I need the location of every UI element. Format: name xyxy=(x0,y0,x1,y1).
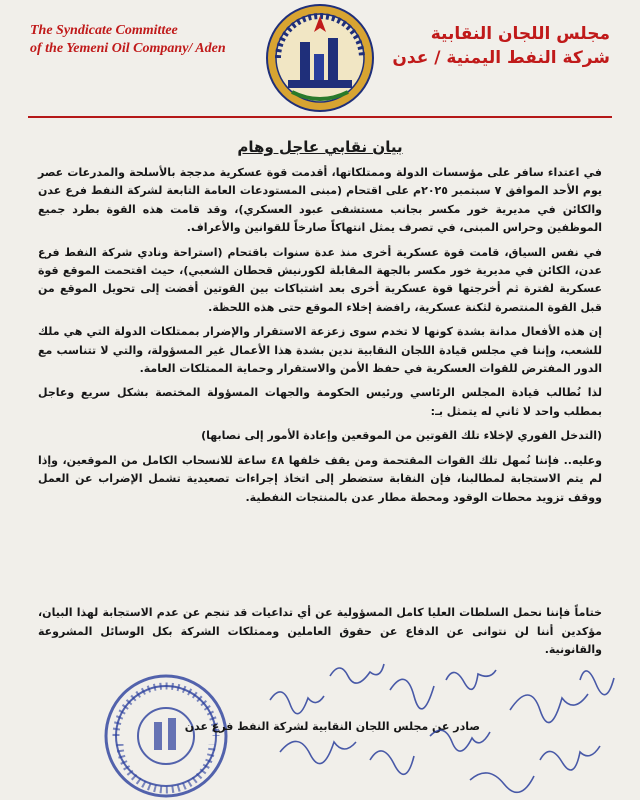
paragraph-3: إن هذه الأفعال مدانة بشدة كونها لا تخدم سوى زعزعة الاستقرار والإضرار بممتلكات الدولة التي هي ملك للشعب، وإننا في مجلس قيادة اللجان النقابية ندين بشدة هذا الأعمال غير المسؤولة، والتي لا تتناسب مع الدور المفترض للقوات العسكرية في حفظ الأمن والاستقرار وحماية الممتلكات العامة. xyxy=(38,325,602,376)
issuer-line: صادر عن مجلس اللجان النقابية لشركة النفط فرع عدن xyxy=(184,720,480,733)
statement-title: بيان نقابي عاجل وهام xyxy=(237,138,403,156)
english-name-line1: The Syndicate Committee xyxy=(30,23,178,38)
paragraph-2: في نفس السياق، قامت قوة عسكرية أخرى منذ عدة سنوات باقتحام (استراحة ونادي شركة النفط فرع عدن، الكائن في مديرية خور مكسر بالجهة المقابلة لكورنيش قحطان الشعبي)، حيث اقتحمت الموقع قوة عسكرية لفترة ثم أخرجتها قوة عسكرية أخرى بعد اشتباكات بين القوتين أفضت إلى تحويل الموقع من قبل القوة المنتصرة لثكنة عسكرية، رافضة إخلاء الموقع حتى هذه اللحظة. xyxy=(38,245,602,314)
paragraph-ultimatum: وعليه.. فإننا نُمهل تلك القوات المقتحمة ومن يقف خلفها ٤٨ ساعة للانسحاب الكامل من الموقعين، وإذا لم يتم الاستجابة لمطالبنا، فإن النقابة ستضطر إلى اتخاذ إجراءات تصعيدية تشمل الإضراب عن العمل ووقف تزويد محطات الوقود ومحطة مطار عدن بالمنتجات النفطية. xyxy=(38,453,602,504)
official-stamp xyxy=(102,672,230,800)
paragraph-1: في اعتداء سافر على مؤسسات الدولة وممتلكاتها، أقدمت قوة عسكرية مدججة بالأسلحة والمدرعات عصر يوم الأحد الموافق ٧ سبتمبر ٢٠٢٥م على اقتحام (مبنى المستودعات العامة التابعة لشركة النفط فرع عدن والكائن في مديرية خور مكسر بجانب مستشفى عبود العسكري)، وقد قامت هذه القوة بطرد جميع الموظفين وحراس المبنى، في تصرف يمثل انتهاكاً صارخاً للقوانين والأعراف. xyxy=(38,166,602,235)
header-divider xyxy=(28,116,612,118)
statement-body xyxy=(38,164,602,513)
arabic-name-line1: مجلس اللجان النقابية xyxy=(430,24,610,44)
signature-marks xyxy=(240,640,640,800)
letterhead-english xyxy=(30,22,265,58)
closing-paragraph: ختاماً فإننا نحمل السلطات العليا كامل المسؤولية عن أي تداعيات قد تنجم عن عدم الاستجابة لهذا البيان، مؤكدين أننا لن نتوانى عن الدفاع عن حقوق العاملين وممتلكات الشركة بكل الوسائل المشروعة والقانونية. xyxy=(38,606,602,657)
english-name-line2: of the Yemeni Oil Company/ Aden xyxy=(30,41,226,56)
arabic-name-line2: شركة النفط اليمنية / عدن xyxy=(392,48,610,68)
union-emblem-icon xyxy=(262,2,378,114)
letterhead-arabic xyxy=(390,22,610,70)
paragraph-4: لذا نُطالب قيادة المجلس الرئاسي ورئيس الحكومة والجهات المسؤولة المختصة بشكل سريع وعاجل بمطلب واحد لا ثاني له يتمثل بـ: xyxy=(38,386,602,418)
paragraph-demand: (التدخل الفوري لإخلاء تلك القوتين من الموقعين وإعادة الأمور إلى نصابها) xyxy=(201,429,602,443)
